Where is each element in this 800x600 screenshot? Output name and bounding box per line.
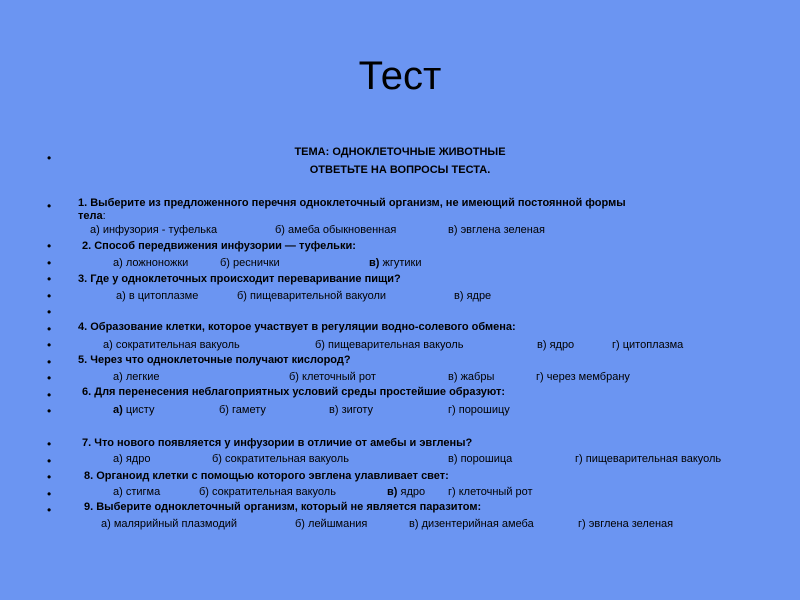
q9-option-c: в) дизентерийная амеба	[409, 518, 534, 530]
question-9: 9. Выберите одноклеточный организм, который не является паразитом:	[84, 501, 482, 513]
question-3-text: 3. Где у одноклеточных происходит переваривание пищи?	[78, 273, 401, 285]
bullet: •	[47, 322, 52, 336]
bullet: •	[47, 355, 52, 369]
q4-option-b: б) пищеварительная вакуоль	[315, 339, 464, 351]
question-7: 7. Что нового появляется у инфузории в отличие от амебы и эвглены?	[82, 437, 473, 449]
q4-option-d: г) цитоплазма	[612, 339, 684, 351]
question-8: 8. Органоид клетки с помощью которого эвглена улавливает свет:	[84, 470, 449, 482]
bullet: •	[47, 289, 52, 303]
bullet: •	[47, 470, 52, 484]
q9-option-b: б) лейшмания	[295, 518, 368, 530]
q2-option-c-letter: в)	[369, 257, 380, 269]
q6-option-a-letter: а)	[113, 404, 123, 416]
q5-option-c: в) жабры	[448, 371, 495, 383]
q9-option-d: г) эвглена зеленая	[578, 518, 674, 530]
bullet: •	[47, 239, 52, 253]
q8-option-d: г) клеточный рот	[448, 486, 533, 498]
q2-option-b: б) реснички	[220, 257, 280, 269]
question-6: 6. Для перенесения неблагоприятных условий среды простейшие образуют:	[82, 386, 506, 398]
bullet: •	[47, 151, 52, 165]
question-3	[78, 273, 401, 286]
question-1-colon: :	[102, 210, 106, 222]
question-5: 5. Через что одноклеточные получают кислород?	[78, 354, 351, 366]
q6-option-d: г) порошицу	[448, 404, 510, 416]
q1-option-a: а) инфузория - туфелька	[90, 224, 218, 236]
q7-option-d: г) пищеварительная вакуоль	[575, 453, 722, 465]
bullet: •	[47, 487, 52, 501]
q9-option-a: а) малярийный плазмодий	[101, 518, 238, 530]
q8-option-c-letter: в)	[387, 486, 398, 498]
topic-line: ТЕМА: ОДНОКЛЕТОЧНЫЕ ЖИВОТНЫЕ	[294, 146, 506, 158]
q2-option-c-text: жгутики	[379, 257, 422, 269]
q3-option-a: а) в цитоплазме	[116, 290, 199, 302]
bullet: •	[47, 503, 52, 517]
bullet: •	[47, 338, 52, 352]
q2-option-c	[369, 257, 422, 270]
q6-option-c: в) зиготу	[329, 404, 374, 416]
bullet: •	[47, 437, 52, 451]
bullet: •	[47, 256, 52, 270]
q1-option-b: б) амеба обыкновенная	[275, 224, 397, 236]
q8-option-c-text: ядро	[397, 486, 426, 498]
question-1-cont	[78, 210, 106, 223]
instruction-line: ОТВЕТЬТЕ НА ВОПРОСЫ ТЕСТА.	[309, 164, 491, 176]
question-4: 4. Образование клетки, которое участвует в регуляции водно-солевого обмена:	[78, 321, 516, 333]
q8-option-a: а) стигма	[113, 486, 161, 498]
q8-option-c	[387, 486, 425, 499]
q6-option-b: б) гамету	[219, 404, 266, 416]
q7-option-b: б) сократительная вакуоль	[212, 453, 349, 465]
q4-option-a: а) сократительная вакуоль	[103, 339, 240, 351]
q8-option-b: б) сократительная вакуоль	[199, 486, 336, 498]
bullet: •	[47, 388, 52, 402]
q5-option-b: б) клеточный рот	[289, 371, 376, 383]
slide-title: Тест	[358, 54, 442, 98]
q7-option-c: в) порошица	[448, 453, 513, 465]
q3-option-b: б) пищеварительной вакуоли	[237, 290, 387, 302]
bullet: •	[47, 272, 52, 286]
bullet: •	[47, 454, 52, 468]
bullet: •	[47, 199, 52, 213]
bullet: •	[47, 371, 52, 385]
q6-option-a-text: цисту	[122, 404, 155, 416]
question-2: 2. Способ передвижения инфузории — туфельки:	[82, 240, 356, 252]
q2-option-a: а) ложноножки	[113, 257, 189, 269]
q5-option-a: а) легкие	[113, 371, 160, 383]
q6-option-a	[113, 404, 154, 417]
q3-option-c: в) ядре	[454, 290, 492, 302]
q4-option-c: в) ядро	[537, 339, 575, 351]
question-1: 1. Выберите из предложенного перечня одноклеточный организм, не имеющий постоянной формы	[78, 197, 626, 209]
bullet: •	[47, 404, 52, 418]
q7-option-a: а) ядро	[113, 453, 151, 465]
bullet: •	[47, 305, 52, 319]
q1-option-c: в) эвглена зеленая	[448, 224, 545, 236]
question-1-cont-bold: тела	[78, 210, 103, 222]
q5-option-d: г) через мембрану	[536, 371, 630, 383]
